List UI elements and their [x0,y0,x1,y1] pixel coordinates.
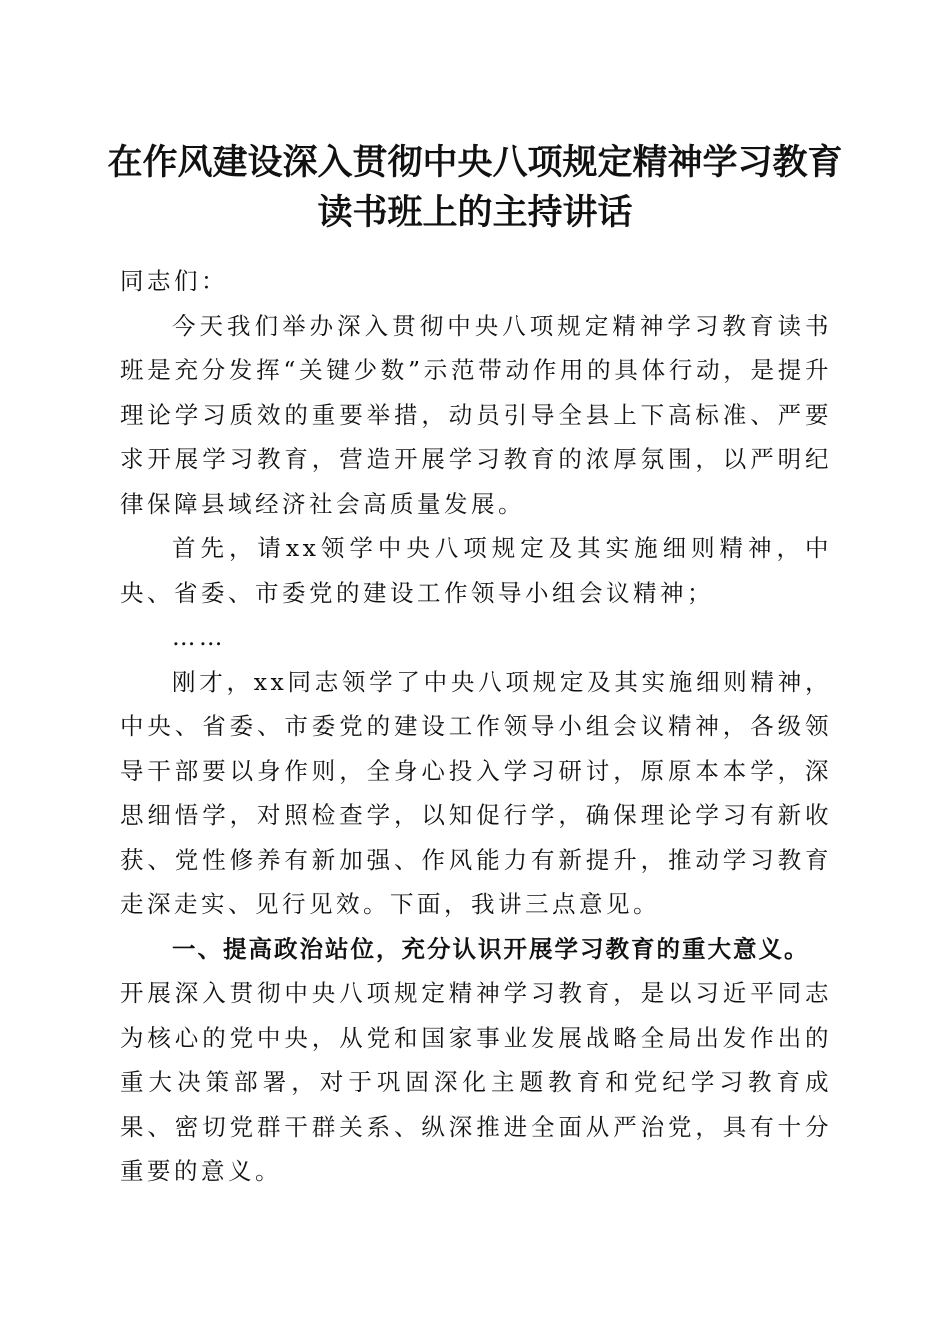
section-paragraph-1: 开展深入贯彻中央八项规定精神学习教育，是以习近平同志为核心的党中央，从党和国家事业发展战略全局出发作出的重大决策部署，对于巩固深化主题教育和党纪学习教育成果、密切党群干群关系、纵深推进全面从严治党，具有十分重要的意义。 [120,979,832,1185]
section-heading-1: 一、提高政治站位，充分认识开展学习教育的重大意义。 [172,934,810,963]
paragraph-first: 首先，请xx领学中央八项规定及其实施细则精神，中央、省委、市委党的建设工作领导小组会议精神； [120,534,832,607]
paragraph-ellipsis: …… [172,623,226,651]
paragraph-intro: 今天我们举办深入贯彻中央八项规定精神学习教育读书班是充分发挥“关键少数”示范带动作用的具体行动，是提升理论学习质效的重要举措，动员引导全县上下高标准、严要求开展学习教育，营造开展学习教育的浓厚氛围，以严明纪律保障县域经济社会高质量发展。 [120,311,832,518]
paragraph-summary: 刚才，xx同志领学了中央八项规定及其实施细则精神，中央、省委、市委党的建设工作领导小组会议精神，各级领导干部要以身作则，全身心投入学习研讨，原原本本学，深思细悟学，对照检查学，以知促行学，确保理论学习有新收获、党性修养有新加强、作风能力有新提升，推动学习教育走深走实、见行见效。下面，我讲三点意见。 [120,667,832,918]
salutation: 同志们： [120,267,228,295]
document-body [120,259,832,1194]
document-title: 在作风建设深入贯彻中央八项规定精神学习教育读书班上的主持讲话 [107,142,843,233]
